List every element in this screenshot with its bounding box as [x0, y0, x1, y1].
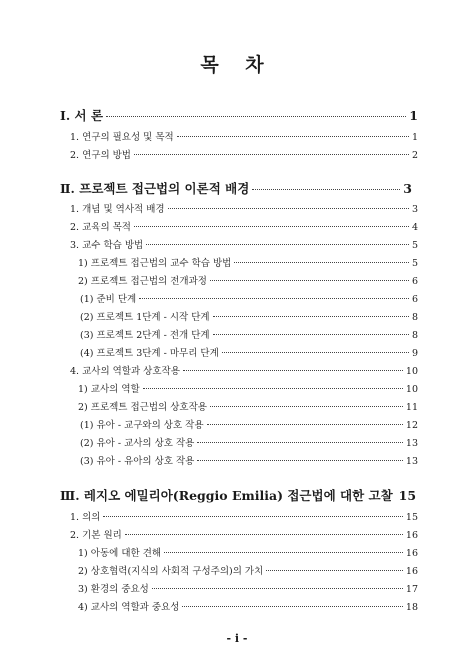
toc-page-number: 3: [403, 181, 412, 196]
toc-item-2-3-2-4[interactable]: [80, 346, 418, 362]
dot-leader: [234, 262, 409, 263]
toc-entry-label: (4) 프로젝트 3단계 - 마무리 단계: [80, 348, 219, 359]
dot-leader: [106, 116, 406, 117]
toc-entry-label: 2) 프로젝트 접근법의 전개과정: [78, 276, 207, 287]
toc-entry-label: Ⅰ. 서 론: [60, 108, 104, 123]
toc-page-number: 1: [411, 132, 418, 143]
toc-entry-label: (3) 프로젝트 2단계 - 전개 단계: [80, 330, 210, 341]
toc-subsection-3-2-1[interactable]: [78, 546, 418, 562]
toc-subsection-3-2-2[interactable]: [78, 564, 418, 580]
toc-page-number: 16: [405, 548, 418, 559]
toc-page-number: 16: [405, 566, 418, 577]
dot-leader: [197, 460, 403, 461]
toc-item-2-4-2-3[interactable]: [80, 454, 418, 470]
dot-leader: [210, 280, 409, 281]
toc-entry-label: 1. 연구의 필요성 및 목적: [70, 132, 174, 143]
toc-page-number: 5: [411, 258, 418, 269]
toc-page-number: 10: [405, 384, 418, 395]
toc-chapter-3[interactable]: [60, 488, 417, 504]
toc-page-number: 9: [411, 348, 418, 359]
toc-item-2-3-2-2[interactable]: [80, 310, 418, 326]
dot-leader: [139, 298, 409, 299]
dot-leader: [213, 316, 409, 317]
toc-section-2-3[interactable]: [70, 238, 418, 254]
toc-subsection-3-2-3[interactable]: [78, 582, 418, 598]
toc-entry-label: 3) 환경의 중요성: [78, 584, 149, 595]
dot-leader: [168, 208, 409, 209]
dot-leader: [134, 154, 409, 155]
toc-entry-label: Ⅱ. 프로젝트 접근법의 이론적 배경: [60, 181, 250, 196]
toc-entry-label: (1) 준비 단계: [80, 294, 137, 305]
toc-subsection-2-3-2[interactable]: [78, 274, 418, 290]
toc-page-number: 8: [411, 312, 418, 323]
toc-entry-label: 2. 연구의 방법: [70, 150, 131, 161]
toc-subsection-2-4-1[interactable]: [78, 382, 418, 398]
toc-entry-label: 1) 프로젝트 접근법의 교수 학습 방법: [78, 258, 232, 269]
toc-entry-label: (2) 프로젝트 1단계 - 시작 단계: [80, 312, 210, 323]
toc-subsection-3-2-4[interactable]: [78, 600, 418, 616]
dot-leader: [152, 588, 403, 589]
dot-leader: [164, 552, 403, 553]
toc-page-number: 2: [411, 150, 418, 161]
dot-leader: [182, 606, 403, 607]
toc-entry-label: 4. 교사의 역할과 상호작용: [70, 366, 180, 377]
dot-leader: [103, 516, 402, 517]
toc-page-number: 6: [411, 294, 418, 305]
toc-page-number: 3: [411, 204, 418, 215]
toc-page-number: 12: [405, 420, 418, 431]
toc-page-number: 15: [405, 512, 418, 523]
toc-entry-label: 1) 교사의 역할: [78, 384, 140, 395]
dot-leader: [207, 424, 403, 425]
dot-leader: [183, 370, 403, 371]
toc-entry-label: 1) 아동에 대한 견해: [78, 548, 162, 559]
toc-item-2-3-2-3[interactable]: [80, 328, 418, 344]
toc-section-3-2[interactable]: [70, 528, 418, 544]
dot-leader: [210, 406, 403, 407]
toc-section-3-1[interactable]: [70, 510, 418, 526]
dot-leader: [134, 226, 409, 227]
toc-page-number: 15: [398, 488, 417, 503]
toc-page-number: 8: [411, 330, 418, 341]
dot-leader: [143, 388, 403, 389]
toc-item-2-3-2-1[interactable]: [80, 292, 418, 308]
dot-leader: [266, 570, 403, 571]
toc-page-number: 1: [409, 108, 418, 123]
toc-page-number: 16: [405, 530, 418, 541]
toc-entry-label: (1) 유아 - 교구와의 상호 작용: [80, 420, 204, 431]
toc-entry-label: 2. 기본 원리: [70, 530, 122, 541]
toc-page-number: 6: [411, 276, 418, 287]
toc-chapter-1[interactable]: [60, 108, 418, 124]
dot-leader: [222, 352, 409, 353]
toc-page-number: 11: [405, 402, 418, 413]
page-title: 목 차: [200, 54, 274, 76]
toc-entry-label: (3) 유아 - 유아의 상호 작용: [80, 456, 195, 467]
toc-entry-label: Ⅲ. 레지오 에밀리아(Reggio Emilia) 접근법에 대한 고찰: [60, 488, 393, 503]
toc-subsection-2-3-1[interactable]: [78, 256, 418, 272]
toc-section-1-2[interactable]: [70, 148, 418, 164]
dot-leader: [125, 534, 403, 535]
toc-entry-label: 2) 상호협력(지식의 사회적 구성주의)의 가치: [78, 566, 264, 577]
toc-entry-label: 3. 교수 학습 방법: [70, 240, 144, 251]
toc-entry-label: 1. 개념 및 역사적 배경: [70, 204, 165, 215]
toc-entry-label: 1. 의의: [70, 512, 101, 523]
toc-section-2-1[interactable]: [70, 202, 418, 218]
dot-leader: [146, 244, 409, 245]
toc-page-number: 4: [411, 222, 418, 233]
dot-leader: [197, 442, 403, 443]
toc-subsection-2-4-2[interactable]: [78, 400, 418, 416]
toc-item-2-4-2-1[interactable]: [80, 418, 418, 434]
toc-page-number: 5: [411, 240, 418, 251]
toc-page-number: 13: [405, 456, 418, 467]
page-number-footer: - i -: [226, 632, 248, 645]
toc-entry-label: (2) 유아 - 교사의 상호 작용: [80, 438, 195, 449]
toc-page-number: 18: [405, 602, 418, 613]
toc-section-2-2[interactable]: [70, 220, 418, 236]
toc-entry-label: 2. 교육의 목적: [70, 222, 131, 233]
toc-item-2-4-2-2[interactable]: [80, 436, 418, 452]
toc-page-number: 17: [405, 584, 418, 595]
dot-leader: [213, 334, 409, 335]
toc-entry-label: 2) 프로젝트 접근법의 상호작용: [78, 402, 207, 413]
toc-page-number: 10: [405, 366, 418, 377]
toc-chapter-2[interactable]: [60, 181, 412, 197]
toc-page-number: 13: [405, 438, 418, 449]
dot-leader: [177, 136, 409, 137]
dot-leader: [252, 189, 400, 190]
toc-section-1-1[interactable]: [70, 130, 418, 146]
toc-section-2-4[interactable]: [70, 364, 418, 380]
toc-entry-label: 4) 교사의 역할과 중요성: [78, 602, 180, 613]
